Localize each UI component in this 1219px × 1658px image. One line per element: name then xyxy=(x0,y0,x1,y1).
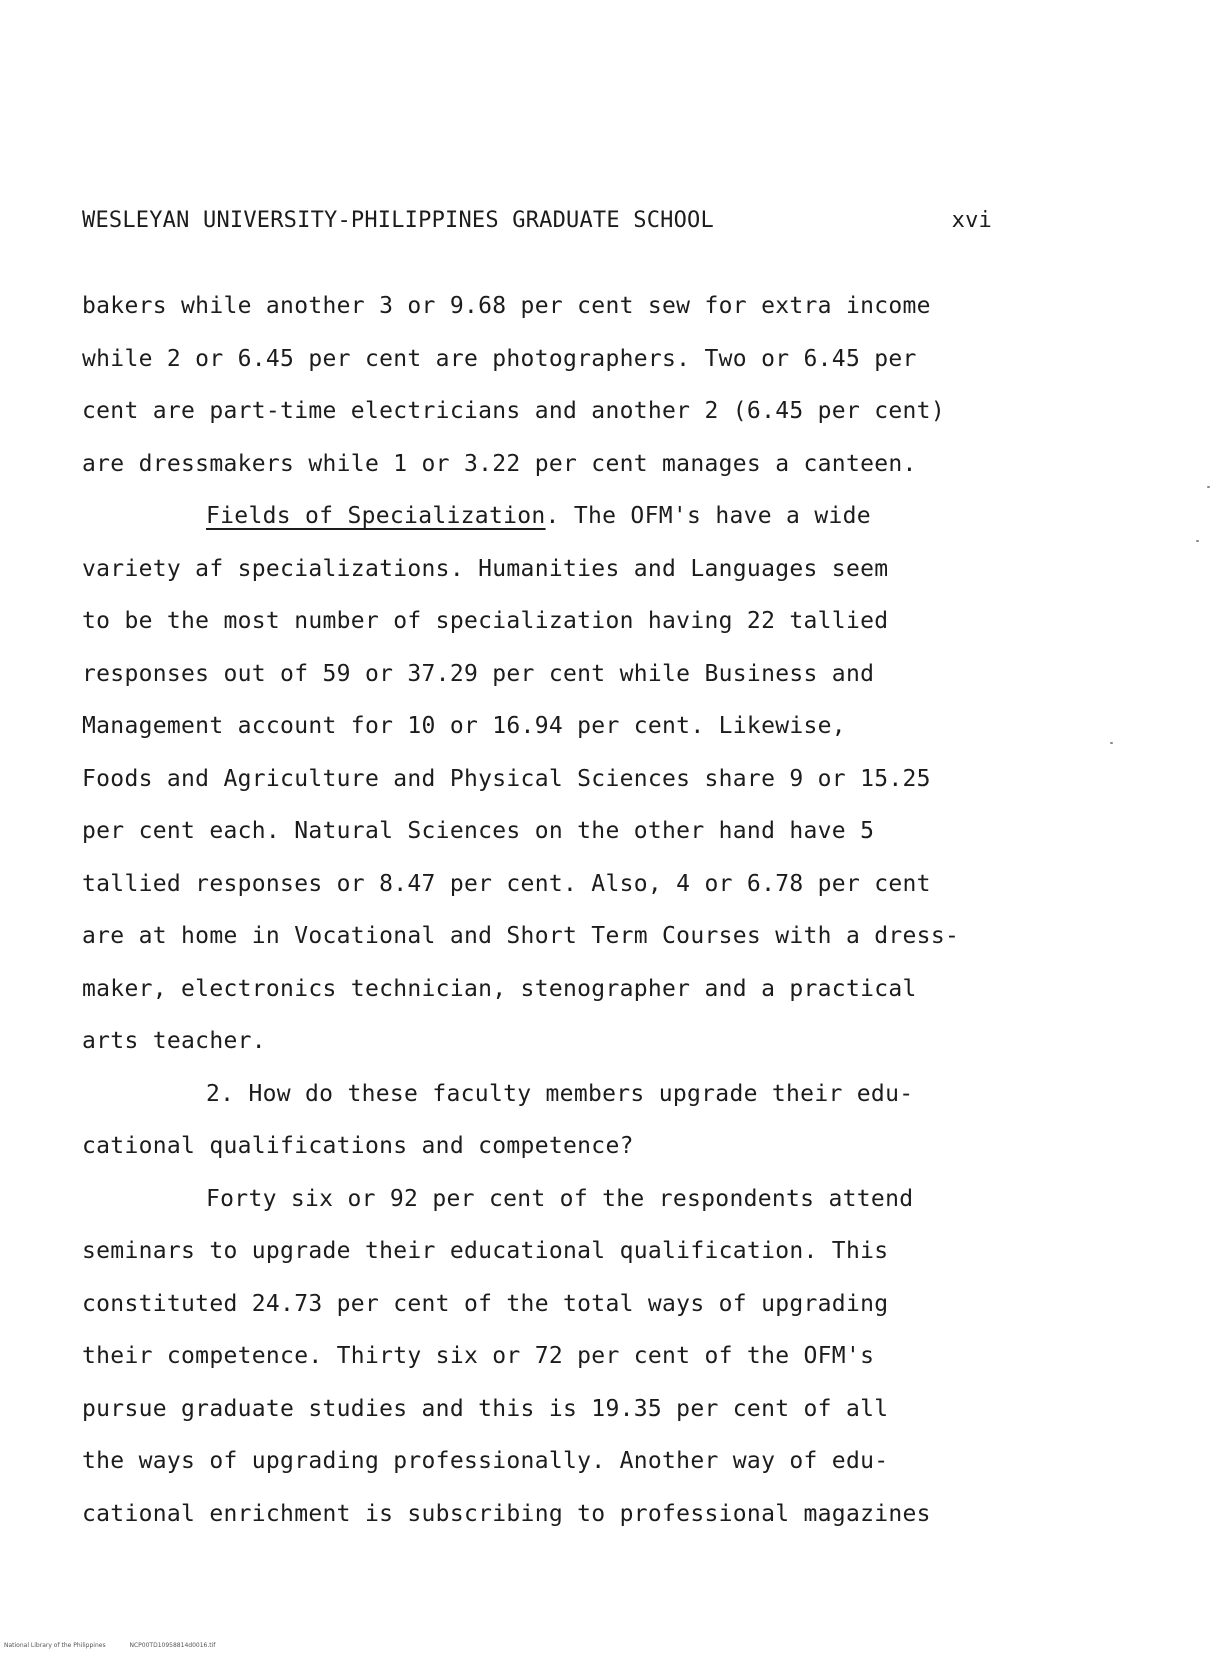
page-body xyxy=(82,280,1042,1540)
heading-continuation: . The OFM's have a wide xyxy=(545,503,871,529)
text-line: Forty six or 92 per cent of the respondents attend xyxy=(206,1185,914,1212)
text-line: bakers while another 3 or 9.68 per cent sew for extra income xyxy=(82,293,931,319)
page-number: xvi xyxy=(951,208,992,233)
text-line: are at home in Vocational and Short Term Courses with a dress- xyxy=(82,923,960,949)
text-line: Management account for 10 or 16.94 per cent. Likewise, xyxy=(82,713,846,739)
text-line: seminars to upgrade their educational qualification. This xyxy=(82,1238,889,1264)
question-line: 2. How do these faculty members upgrade their edu- xyxy=(206,1080,914,1107)
text-line: variety af specializations. Humanities and Languages seem xyxy=(82,555,889,582)
text-line: while 2 or 6.45 per cent are photographers. Two or 6.45 per xyxy=(82,345,917,372)
text-line: the ways of upgrading professionally. Another way of edu- xyxy=(82,1448,889,1474)
text-line: are dressmakers while 1 or 3.22 per cent manages a canteen. xyxy=(82,450,917,477)
text-line: responses out of 59 or 37.29 per cent while Business and xyxy=(82,660,875,687)
scan-footer xyxy=(4,1642,237,1649)
file-code: NCP00TD10958814d0016.tif xyxy=(129,1642,216,1649)
institution-title: WESLEYAN UNIVERSITY-PHILIPPINES GRADUATE SCHOOL xyxy=(82,208,714,233)
text-line: per cent each. Natural Sciences on the other hand have 5 xyxy=(82,818,875,844)
text-line: cational qualifications and competence? xyxy=(82,1133,634,1159)
paragraph-upgrading xyxy=(82,1173,1042,1541)
text-line: Foods and Agriculture and Physical Sciences share 9 or 15.25 xyxy=(82,765,931,792)
text-line: their competence. Thirty six or 72 per cent of the OFM's xyxy=(82,1343,875,1369)
text-line: cent are part-time electricians and another 2 (6.45 per cent) xyxy=(82,398,945,424)
text-line: constituted 24.73 per cent of the total ways of upgrading xyxy=(82,1290,889,1317)
text-line: arts teacher. xyxy=(82,1028,266,1054)
paragraph-question-2 xyxy=(82,1068,1042,1173)
text-line: cational enrichment is subscribing to professional magazines xyxy=(82,1500,931,1527)
section-heading: Fields of Specialization xyxy=(206,503,546,529)
text-line: tallied responses or 8.47 per cent. Also, 4 or 6.78 per cent xyxy=(82,870,931,897)
paragraph-occupations xyxy=(82,280,1042,490)
text-line: to be the most number of specialization having 22 tallied xyxy=(82,608,889,634)
text-line xyxy=(82,490,1042,543)
text-line: maker, electronics technician, stenographer and a practical xyxy=(82,975,917,1002)
paragraph-specialization xyxy=(82,490,1042,1068)
library-credit: National Library of the Philippines xyxy=(4,1642,106,1649)
text-line: pursue graduate studies and this is 19.35 per cent of all xyxy=(82,1395,889,1422)
